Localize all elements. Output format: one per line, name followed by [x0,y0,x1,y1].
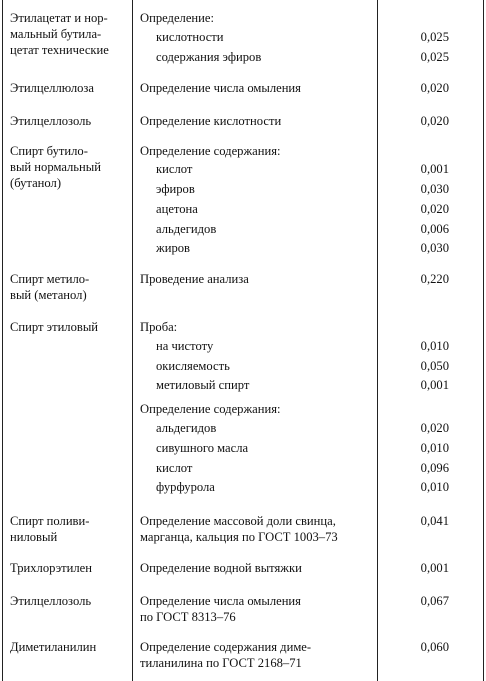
analysis-item: окисляемость [156,359,230,373]
analysis-item: на чистоту [156,339,214,353]
value-cell: 0,030 [420,182,449,196]
value-cell: 0,010 [420,339,449,353]
substance-name: Спирт бутило- [10,144,88,158]
column-divider-1 [132,0,133,681]
value-cell: 0,001 [420,561,449,575]
value-cell: 0,006 [420,222,449,236]
analysis-heading: по ГОСТ 8313–76 [140,610,236,624]
substance-name: Трихлорэтилен [10,561,93,575]
analysis-item: кислот [156,162,193,176]
analysis-item: ацетона [156,202,198,216]
value-cell: 0,010 [420,480,449,494]
analysis-heading: Определение водной вытяжки [140,561,302,575]
value-cell: 0,020 [420,202,449,216]
analysis-item: альдегидов [156,222,217,236]
value-cell: 0,041 [420,514,449,528]
analysis-heading: марганца, кальция по ГОСТ 1003–73 [140,530,338,544]
value-cell: 0,096 [420,461,449,475]
analysis-heading: Определение содержания: [140,402,281,416]
value-cell: 0,020 [420,81,449,95]
value-cell: 0,020 [420,114,449,128]
analysis-item: эфиров [156,182,195,196]
analysis-heading: Определение числа омыления [140,81,301,95]
analysis-item: кислот [156,461,193,475]
substance-name: Спирт поливи- [10,514,90,528]
substance-name: Диметиланилин [10,640,97,654]
substance-name: вый (метанол) [10,288,87,302]
analysis-item: метиловый спирт [156,378,250,392]
analysis-item: фурфурола [156,480,215,494]
analysis-heading: Определение содержания диме- [140,640,312,654]
value-cell: 0,001 [420,162,449,176]
value-cell: 0,010 [420,441,449,455]
substance-name: цетат технические [10,43,109,57]
value-cell: 0,050 [420,359,449,373]
value-cell: 0,020 [420,421,449,435]
value-cell: 0,001 [420,378,449,392]
analysis-heading: Проба: [140,320,178,334]
analysis-item: содержания эфиров [156,50,262,64]
value-cell: 0,025 [420,50,449,64]
analysis-heading: Определение: [140,11,214,25]
right-border [483,0,484,681]
analysis-heading: Определение числа омыления [140,594,301,608]
substance-name: ниловый [10,530,58,544]
value-cell: 0,060 [420,640,449,654]
analysis-heading: Проведение анализа [140,272,249,286]
value-cell: 0,025 [420,30,449,44]
substance-name: мальный бутила- [10,27,102,41]
value-cell: 0,030 [420,241,449,255]
substance-name: Спирт метило- [10,272,90,286]
analysis-heading: Определение массовой доли свинца, [140,514,336,528]
analysis-item: сивушного масла [156,441,249,455]
analysis-heading: Определение кислотности [140,114,282,128]
analysis-heading: Определение содержания: [140,144,281,158]
analysis-item: альдегидов [156,421,217,435]
substance-name: Этилцеллозоль [10,594,92,608]
value-cell: 0,220 [420,272,449,286]
substance-name: (бутанол) [10,176,62,190]
left-border [2,0,3,681]
analysis-heading: тиланилина по ГОСТ 2168–71 [140,656,302,670]
substance-name: вый нормальный [10,160,101,174]
analysis-item: жиров [156,241,190,255]
analysis-item: кислотности [156,30,224,44]
column-divider-2 [377,0,378,681]
value-cell: 0,067 [420,594,449,608]
substance-name: Этилцеллозоль [10,114,92,128]
substance-name: Этилацетат и нор- [10,11,108,25]
substance-name: Спирт этиловый [10,320,99,334]
substance-name: Этилцеллюлоза [10,81,94,95]
